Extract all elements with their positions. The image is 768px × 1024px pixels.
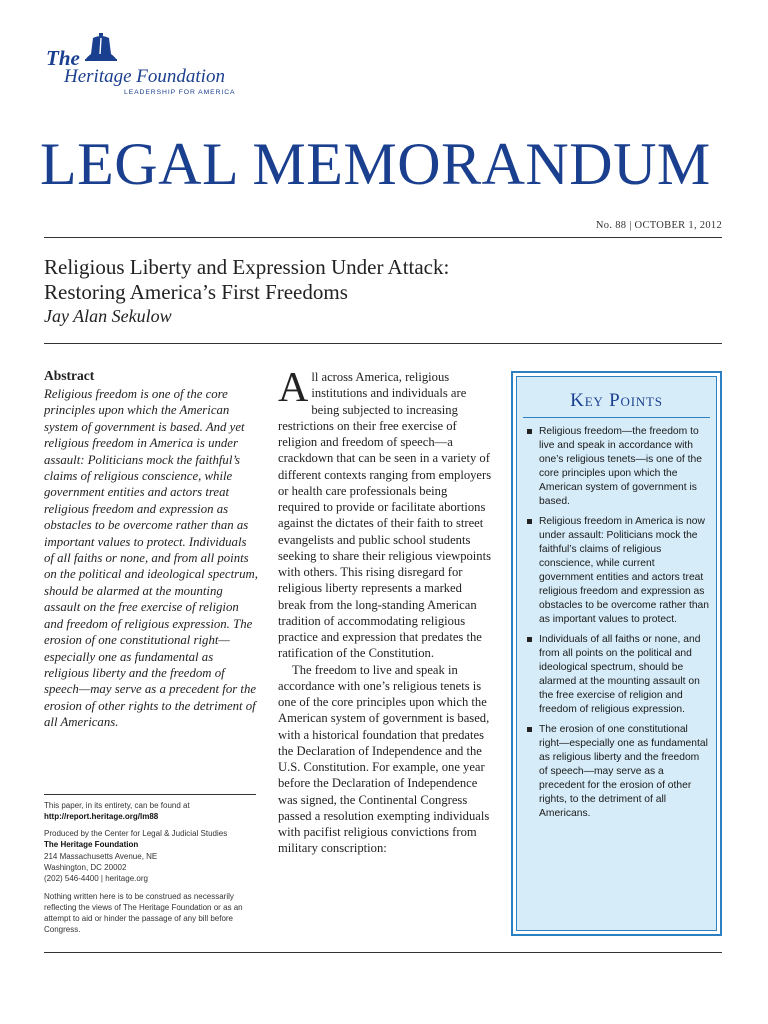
heritage-logo — [44, 32, 244, 98]
key-points-box — [511, 371, 722, 936]
square-bullet-icon — [527, 727, 532, 732]
key-points-panel — [516, 376, 717, 931]
key-points-title: Key Points — [570, 390, 663, 411]
square-bullet-icon — [527, 429, 532, 434]
key-point-item: Religious freedom in America is now under assault: Politicians mock the faithful’s claims of religious conscience, while current government entities and actors treat religious freedom and expression as obstacles to be overcome rather than as important values to protect. — [525, 515, 710, 627]
title-bottom-rule — [44, 343, 722, 344]
info-produced-by: Produced by the Center for Legal & Judicial Studies — [44, 829, 228, 838]
info-rule — [44, 794, 256, 795]
liberty-bell-icon — [84, 32, 118, 62]
abstract-heading: Abstract — [44, 368, 95, 383]
issue-meta: No. 88 | OCTOBER 1, 2012 — [595, 220, 722, 231]
info-disclaimer: Nothing written here is to be construed as necessarily reflecting the views of The Heritage Foundation or as an attempt to aid or hinder the passage of any bill before Congress. — [44, 892, 243, 934]
masthead-title: LEGAL MEMORANDUM — [40, 131, 711, 197]
footer-rule — [44, 952, 722, 953]
info-address-1: 214 Massachusetts Avenue, NE — [44, 852, 158, 861]
report-link[interactable]: http://report.heritage.org/lm88 — [44, 812, 159, 821]
square-bullet-icon — [527, 637, 532, 642]
title-line-1: Religious Liberty and Expression Under Attack: — [44, 255, 450, 279]
document-title — [44, 255, 604, 305]
abstract-body: Religious freedom is one of the core principles upon which the American system of government is based. And yet religious freedom in America is under assault: Politicians mock the faithful’s claims of religious conscience, while government entities and actors treat religious freedom and expression as obstacles to be overcome rather than as important values to protect. Individuals of all faiths or none, and from all points on the political and ideological spectrum, should be alarmed at the mounting assault on the free exercise of religion and freedom of religious expression. The erosion of one constitutional right—especially one as fundamental as religious liberty and the freedom of speech—may serve as a precedent for the erosion of other rights to the detriment of all Americans. — [44, 387, 258, 730]
key-points-list — [525, 425, 710, 827]
title-top-rule — [44, 237, 722, 238]
logo-name: Heritage Foundation — [64, 66, 225, 87]
square-bullet-icon — [527, 519, 532, 524]
logo-tagline: LEADERSHIP FOR AMERICA — [124, 89, 236, 96]
info-phone: (202) 546-4400 | heritage.org — [44, 874, 148, 883]
info-org: The Heritage Foundation — [44, 840, 139, 849]
body-paragraph-1: All across America, religious institutions and individuals are being subjected to increasing restrictions on their free exercise of religion and freedom of speech—a crackdown that can be seen in a variety of different contexts ranging from employers or health care professionals being required to provide or facilitate abortions against the dictates of their faith to street evangelists and public school students seeking to share their religious viewpoints with others. This rising disregard for religious liberty represents a marked break from the long-standing American tradition of accommodating religious practice and expression that predates the ratification of the Constitution. — [278, 365, 492, 661]
info-found-at: This paper, in its entirety, can be found at — [44, 801, 190, 810]
info-address-2: Washington, DC 20002 — [44, 863, 127, 872]
key-point-item: The erosion of one constitutional right—especially one as fundamental as religious liberty and the freedom of speech—may serve as a precedent for the erosion of other rights, to the detriment of all Americans. — [525, 723, 710, 821]
drop-cap: A — [278, 365, 309, 411]
body-text — [278, 365, 492, 857]
body-paragraph-2: The freedom to live and speak in accordance with one’s religious tenets is one of the core principles upon which the American system of government is based, with a historical foundation that predates the Declaration of Independence and the U.S. Constitution. For example, one year before the Declaration of Independence was signed, the Continental Congress passed a resolution exempting individuals with pacifist religious convictions from military conscription: — [278, 662, 490, 856]
key-points-rule — [523, 417, 710, 418]
title-line-2: Restoring America’s First Freedoms — [44, 280, 348, 304]
key-point-item: Religious freedom—the freedom to live and speak in accordance with one’s religious tenets—is one of the core principles upon which the American system of government is based. — [525, 425, 710, 509]
key-point-item: Individuals of all faiths or none, and from all points on the political and ideological spectrum, should be alarmed at the mounting assault on the free exercise of religion and freedom of religious expression. — [525, 633, 710, 717]
logo-the: The — [46, 46, 80, 70]
author-name: Jay Alan Sekulow — [44, 306, 172, 326]
